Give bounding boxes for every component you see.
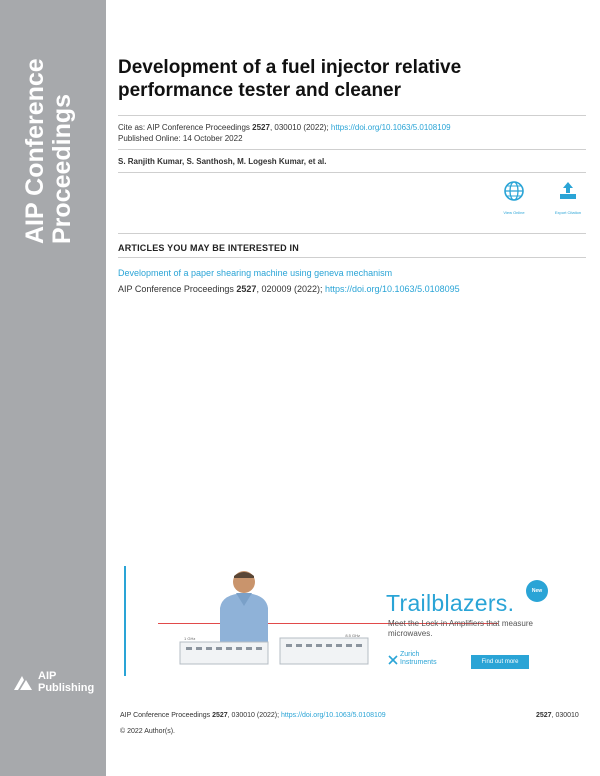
journal-name-line1: AIP Conference xyxy=(21,58,49,244)
related-doi-link[interactable]: https://doi.org/10.1063/5.0108095 xyxy=(325,284,460,294)
copyright: © 2022 Author(s). xyxy=(120,728,175,735)
publisher-name xyxy=(38,670,94,694)
ad-headline: Trailblazers. xyxy=(386,590,515,616)
view-online-label: View Online xyxy=(503,210,525,215)
view-online-button[interactable] xyxy=(492,180,536,215)
related-articles-heading: ARTICLES YOU MAY BE INTERESTED IN xyxy=(118,243,299,253)
citation-volume: 2527 xyxy=(252,123,270,132)
related-citation-volume: 2527 xyxy=(236,284,257,294)
aip-logo-icon xyxy=(12,672,34,692)
ad-brand xyxy=(388,651,437,670)
export-citation-button[interactable] xyxy=(546,180,590,215)
publisher-logo[interactable] xyxy=(12,670,102,698)
related-citation-prefix: AIP Conference Proceedings xyxy=(118,284,237,294)
export-icon xyxy=(557,180,579,202)
instrument-device-icon xyxy=(180,633,368,666)
journal-name-line2: Proceedings xyxy=(48,93,76,244)
footer-citation-volume: 2527 xyxy=(212,712,228,719)
person-photo-icon xyxy=(206,568,316,648)
new-badge: New xyxy=(526,580,548,602)
doi-link[interactable]: https://doi.org/10.1063/5.0108109 xyxy=(330,123,451,132)
author-list: S. Ranjith Kumar, S. Santhosh, M. Logesh Kumar, et al. xyxy=(118,157,327,166)
citation-prefix: Cite as: AIP Conference Proceedings xyxy=(118,123,253,132)
divider xyxy=(118,233,586,234)
divider xyxy=(118,149,586,150)
related-citation-suffix: , 020009 (2022); xyxy=(256,284,325,294)
footer-page-volume: 2527 xyxy=(536,712,552,719)
published-date: Published Online: 14 October 2022 xyxy=(118,134,243,143)
citation-suffix: , 030010 (2022); xyxy=(269,123,331,132)
footer-page-num: , 030010 xyxy=(551,712,579,719)
ad-brand-name xyxy=(400,651,437,667)
footer-page-number xyxy=(536,712,579,719)
publisher-line1: AIP xyxy=(38,670,57,682)
find-out-more-button[interactable]: Find out more xyxy=(471,655,529,669)
ad-brand-line1: Zurich xyxy=(400,651,420,658)
advertisement[interactable] xyxy=(124,566,564,678)
citation-line xyxy=(118,123,451,133)
globe-icon xyxy=(503,180,525,202)
export-citation-label: Export Citation xyxy=(554,210,582,215)
journal-name xyxy=(22,24,82,244)
divider xyxy=(118,172,586,173)
ad-tagline: Meet the Lock-in Amplifiers that measure microwaves. xyxy=(388,619,533,638)
article-title: Development of a fuel injector relative performance tester and cleaner xyxy=(118,57,462,101)
device-label-right: 8.5 GHz xyxy=(345,633,360,638)
divider xyxy=(118,257,586,258)
zurich-logo-icon xyxy=(388,655,398,665)
related-article-link[interactable]: Development of a paper shearing machine using geneva mechanism xyxy=(118,268,393,278)
footer-citation-prefix: AIP Conference Proceedings xyxy=(120,712,213,719)
footer-doi-link[interactable]: https://doi.org/10.1063/5.0108109 xyxy=(281,712,386,719)
divider xyxy=(118,115,586,116)
sidebar xyxy=(0,0,106,776)
footer-citation xyxy=(120,712,386,719)
ad-accent-bar xyxy=(124,566,126,676)
device-label-left: 1 GHz xyxy=(184,636,196,641)
footer-citation-suffix: , 030010 (2022); xyxy=(227,712,281,719)
ad-brand-line2: Instruments xyxy=(400,659,437,666)
publisher-line2: Publishing xyxy=(38,682,95,694)
related-article-citation xyxy=(118,284,460,294)
